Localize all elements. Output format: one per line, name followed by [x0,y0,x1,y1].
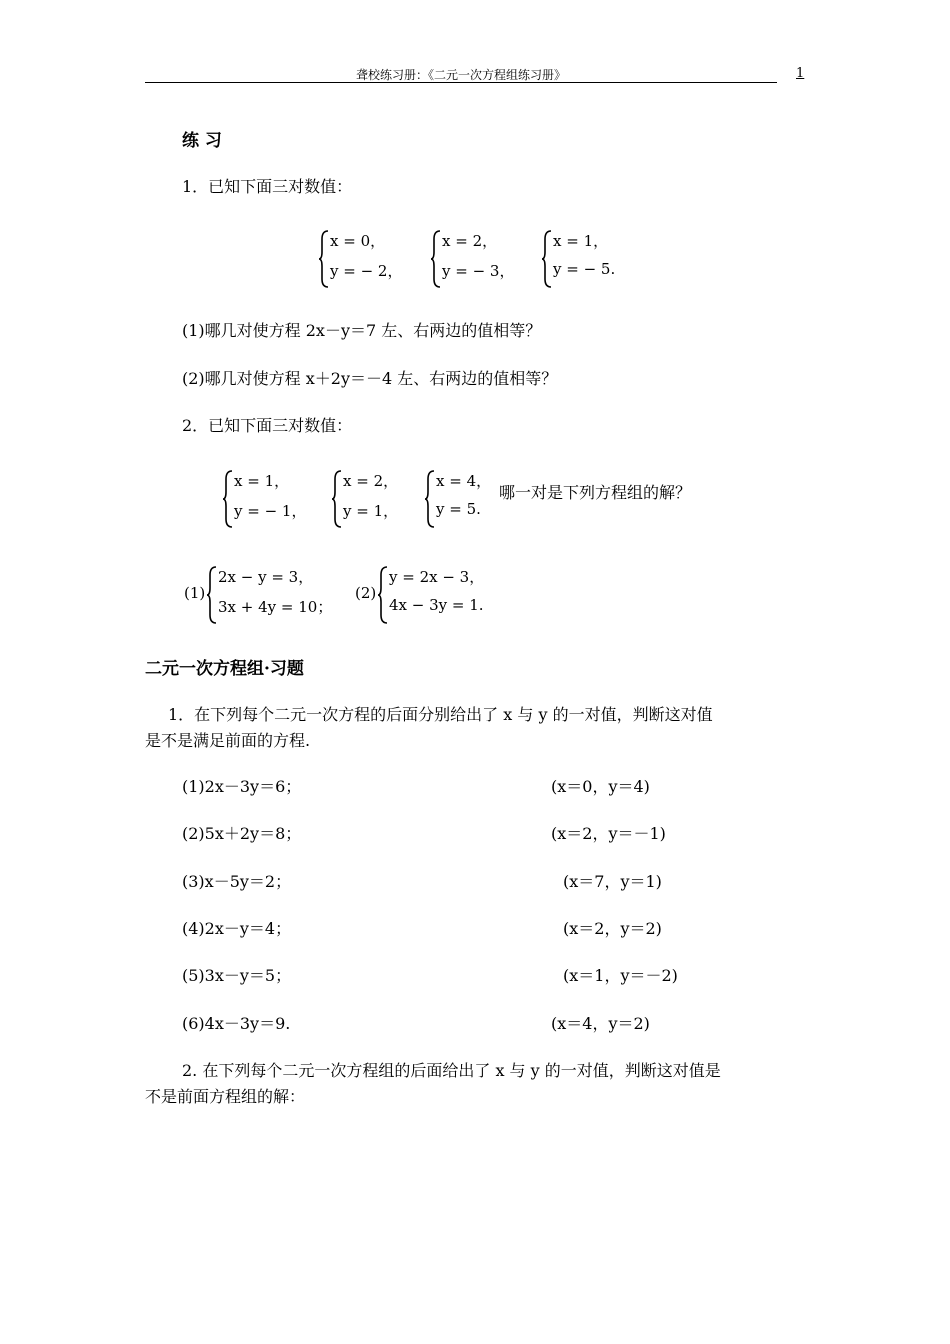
question-1-sub-2: (2)哪几对使方程 x＋2y＝－4 左、右两边的值相等？ [182,369,558,388]
question-1-text: 1．已知下面三对数值： [182,177,353,196]
pair-y-value: y = − 2， [330,262,403,280]
question-1-sub-1: (1)哪几对使方程 2x－y＝7 左、右两边的值相等？ [182,321,542,340]
exercise-2-line-2: 不是前面方程组的解： [145,1087,306,1106]
system-equation-2: 3x + 4y = 10； [218,598,333,616]
exercise-value: (x＝1，y＝－2) [563,966,678,985]
pair-x-value: x = 1， [553,232,609,250]
exercise-value: (x＝7，y＝1) [563,872,662,891]
exercise-equation: (1)2x－3y＝6； [182,777,302,796]
brace-icon [377,566,389,624]
pair-x-value: x = 1， [234,472,290,490]
brace-icon [541,230,553,288]
brace-icon [318,230,330,288]
pair-y-value: y = − 1， [234,502,307,520]
exercise-value: (x＝4，y＝2) [551,1014,650,1033]
header-title: 聋校练习册：《二元一次方程组练习册》 [355,68,566,82]
system-equation-1: y = 2x − 3， [389,568,485,586]
exercise-value: (x＝2，y＝－1) [551,824,666,843]
exercise-1-line-1: 1．在下列每个二元一次方程的后面分别给出了 x 与 y 的一对值，判断这对值 [168,705,713,724]
system-label: (1) [184,584,206,602]
system-equation-2: 4x − 3y = 1. [389,596,484,614]
brace-icon [222,470,234,528]
exercise-value: (x＝2，y＝2) [563,919,662,938]
exercise-1-line-2: 是不是满足前面的方程. [145,731,311,750]
brace-icon [331,470,343,528]
brace-icon [430,230,442,288]
pair-x-value: x = 2， [343,472,399,490]
system-equation-1: 2x − y = 3， [218,568,314,586]
pair-x-value: x = 0， [330,232,386,250]
page-number: 1 [796,66,805,81]
pair-y-value: y = − 3， [442,262,515,280]
pair-x-value: x = 4， [436,472,492,490]
brace-icon [424,470,436,528]
exercise-equation: (3)x－5y＝2； [182,872,292,891]
exercise-equation: (5)3x－y＝5； [182,966,292,985]
pair-y-value: y = 1， [343,502,399,520]
pair-x-value: x = 2， [442,232,498,250]
section-heading-exercises: 二元一次方程组·习题 [145,659,304,679]
question-2-prompt: 哪一对是下列方程组的解？ [499,483,692,502]
brace-icon [206,566,218,624]
system-label: (2) [355,584,377,602]
exercise-equation: (4)2x－y＝4； [182,919,292,938]
exercise-equation: (6)4x－3y＝9. [182,1014,291,1033]
section-heading-practice: 练 习 [182,131,222,151]
question-2-text: 2．已知下面三对数值： [182,416,353,435]
header-rule [145,82,777,83]
exercise-value: (x＝0，y＝4) [551,777,650,796]
pair-y-value: y = − 5. [553,260,616,278]
pair-y-value: y = 5. [436,500,481,518]
exercise-2-line-1: 2. 在下列每个二元一次方程组的后面给出了 x 与 y 的一对值，判断这对值是 [182,1061,721,1080]
exercise-equation: (2)5x＋2y＝8； [182,824,302,843]
